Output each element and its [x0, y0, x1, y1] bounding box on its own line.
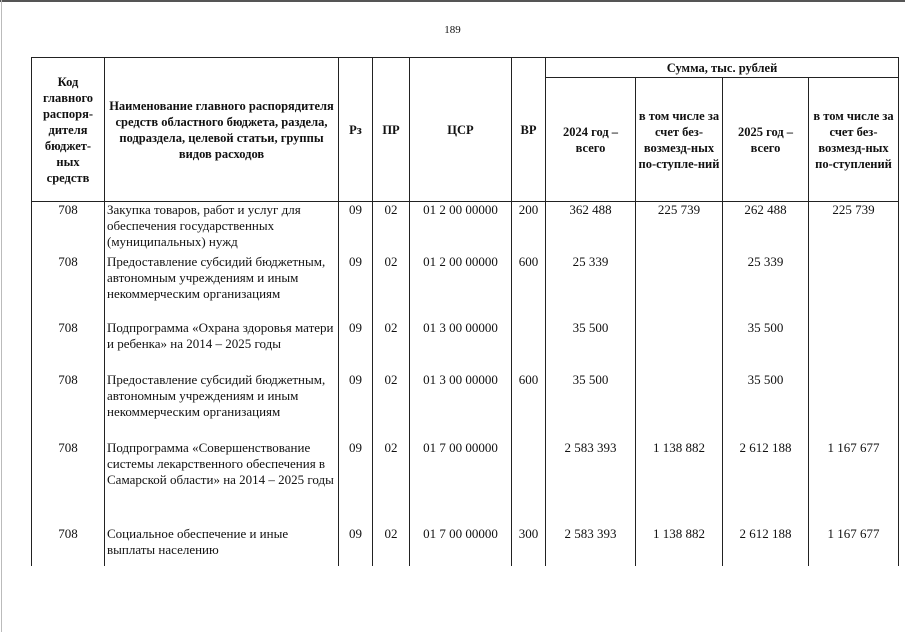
- cell-gratuitous-2025: [809, 372, 899, 440]
- cell-sum-2024: 35 500: [546, 372, 636, 440]
- cell-sum-2025: 35 500: [723, 372, 809, 440]
- cell-pr: 02: [373, 526, 410, 566]
- table-row: [32, 202, 899, 254]
- cell-gratuitous-2024: [636, 372, 723, 440]
- cell-code: 708: [32, 440, 105, 526]
- cell-name: Социальное обеспечение и иные выплаты населению: [105, 526, 339, 566]
- cell-rz: 09: [339, 440, 373, 526]
- cell-gratuitous-2025: [809, 254, 899, 320]
- cell-gratuitous-2024: 1 138 882: [636, 440, 723, 526]
- cell-vr: 600: [512, 254, 546, 320]
- cell-name: Предоставление субсидий бюджетным, автономным учреждениям и иным некоммерческим организациям: [105, 254, 339, 320]
- cell-code: 708: [32, 372, 105, 440]
- scan-top-edge: [0, 0, 905, 2]
- header-2025-total: 2025 год – всего: [723, 78, 809, 202]
- cell-vr: 200: [512, 202, 546, 254]
- cell-pr: 02: [373, 254, 410, 320]
- table-row: [32, 372, 899, 440]
- cell-gratuitous-2025: [809, 320, 899, 372]
- cell-pr: 02: [373, 372, 410, 440]
- cell-sum-2024: 362 488: [546, 202, 636, 254]
- cell-gratuitous-2024: 225 739: [636, 202, 723, 254]
- scan-left-edge: [1, 0, 2, 632]
- cell-csr: 01 2 00 00000: [410, 254, 512, 320]
- cell-name: Подпрограмма «Охрана здоровья матери и ребенка» на 2014 – 2025 годы: [105, 320, 339, 372]
- table-body: [32, 202, 899, 566]
- header-pr: ПР: [373, 58, 410, 202]
- cell-vr: [512, 320, 546, 372]
- cell-pr: 02: [373, 320, 410, 372]
- cell-rz: 09: [339, 526, 373, 566]
- cell-csr: 01 3 00 00000: [410, 372, 512, 440]
- cell-sum-2025: 2 612 188: [723, 526, 809, 566]
- cell-code: 708: [32, 526, 105, 566]
- cell-rz: 09: [339, 202, 373, 254]
- header-2024-gratuitous: в том числе за счет без-возмезд-ных по-ступле-ний: [636, 78, 723, 202]
- cell-vr: 300: [512, 526, 546, 566]
- cell-gratuitous-2024: 1 138 882: [636, 526, 723, 566]
- header-2024-total: 2024 год – всего: [546, 78, 636, 202]
- cell-pr: 02: [373, 440, 410, 526]
- cell-gratuitous-2025: 1 167 677: [809, 440, 899, 526]
- cell-name: Подпрограмма «Совершенствование системы лекарственного обеспечения в Самарской области» на 2014 – 2025 годы: [105, 440, 339, 526]
- cell-sum-2025: 2 612 188: [723, 440, 809, 526]
- cell-gratuitous-2024: [636, 320, 723, 372]
- header-name: Наименование главного распорядителя средств областного бюджета, раздела, подраздела, целевой статьи, группы видов расходов: [105, 58, 339, 202]
- table-row: [32, 440, 899, 526]
- table-row: [32, 320, 899, 372]
- cell-csr: 01 3 00 00000: [410, 320, 512, 372]
- cell-csr: 01 2 00 00000: [410, 202, 512, 254]
- header-sum-group: Сумма, тыс. рублей: [546, 58, 899, 78]
- cell-rz: 09: [339, 254, 373, 320]
- cell-rz: 09: [339, 320, 373, 372]
- cell-sum-2025: 262 488: [723, 202, 809, 254]
- cell-rz: 09: [339, 372, 373, 440]
- cell-vr: 600: [512, 372, 546, 440]
- header-rz: Рз: [339, 58, 373, 202]
- cell-sum-2025: 25 339: [723, 254, 809, 320]
- cell-code: 708: [32, 202, 105, 254]
- cell-gratuitous-2024: [636, 254, 723, 320]
- cell-gratuitous-2025: 1 167 677: [809, 526, 899, 566]
- header-2025-gratuitous: в том числе за счет без-возмезд-ных по-ступлений: [809, 78, 899, 202]
- cell-sum-2024: 2 583 393: [546, 526, 636, 566]
- cell-vr: [512, 440, 546, 526]
- table-row: [32, 526, 899, 566]
- cell-pr: 02: [373, 202, 410, 254]
- cell-sum-2025: 35 500: [723, 320, 809, 372]
- table-header: [32, 58, 899, 202]
- header-csr: ЦСР: [410, 58, 512, 202]
- page-number: 189: [444, 24, 461, 36]
- cell-csr: 01 7 00 00000: [410, 440, 512, 526]
- cell-sum-2024: 2 583 393: [546, 440, 636, 526]
- cell-sum-2024: 35 500: [546, 320, 636, 372]
- table-row: [32, 254, 899, 320]
- header-vr: ВР: [512, 58, 546, 202]
- cell-gratuitous-2025: 225 739: [809, 202, 899, 254]
- cell-name: Закупка товаров, работ и услуг для обеспечения государственных (муниципальных) нужд: [105, 202, 339, 254]
- cell-code: 708: [32, 254, 105, 320]
- cell-csr: 01 7 00 00000: [410, 526, 512, 566]
- cell-code: 708: [32, 320, 105, 372]
- cell-name: Предоставление субсидий бюджетным, автономным учреждениям и иным некоммерческим организациям: [105, 372, 339, 440]
- cell-sum-2024: 25 339: [546, 254, 636, 320]
- budget-table: [31, 57, 899, 566]
- header-code: Код главного распоря-дителя бюджет-ных средств: [32, 58, 105, 202]
